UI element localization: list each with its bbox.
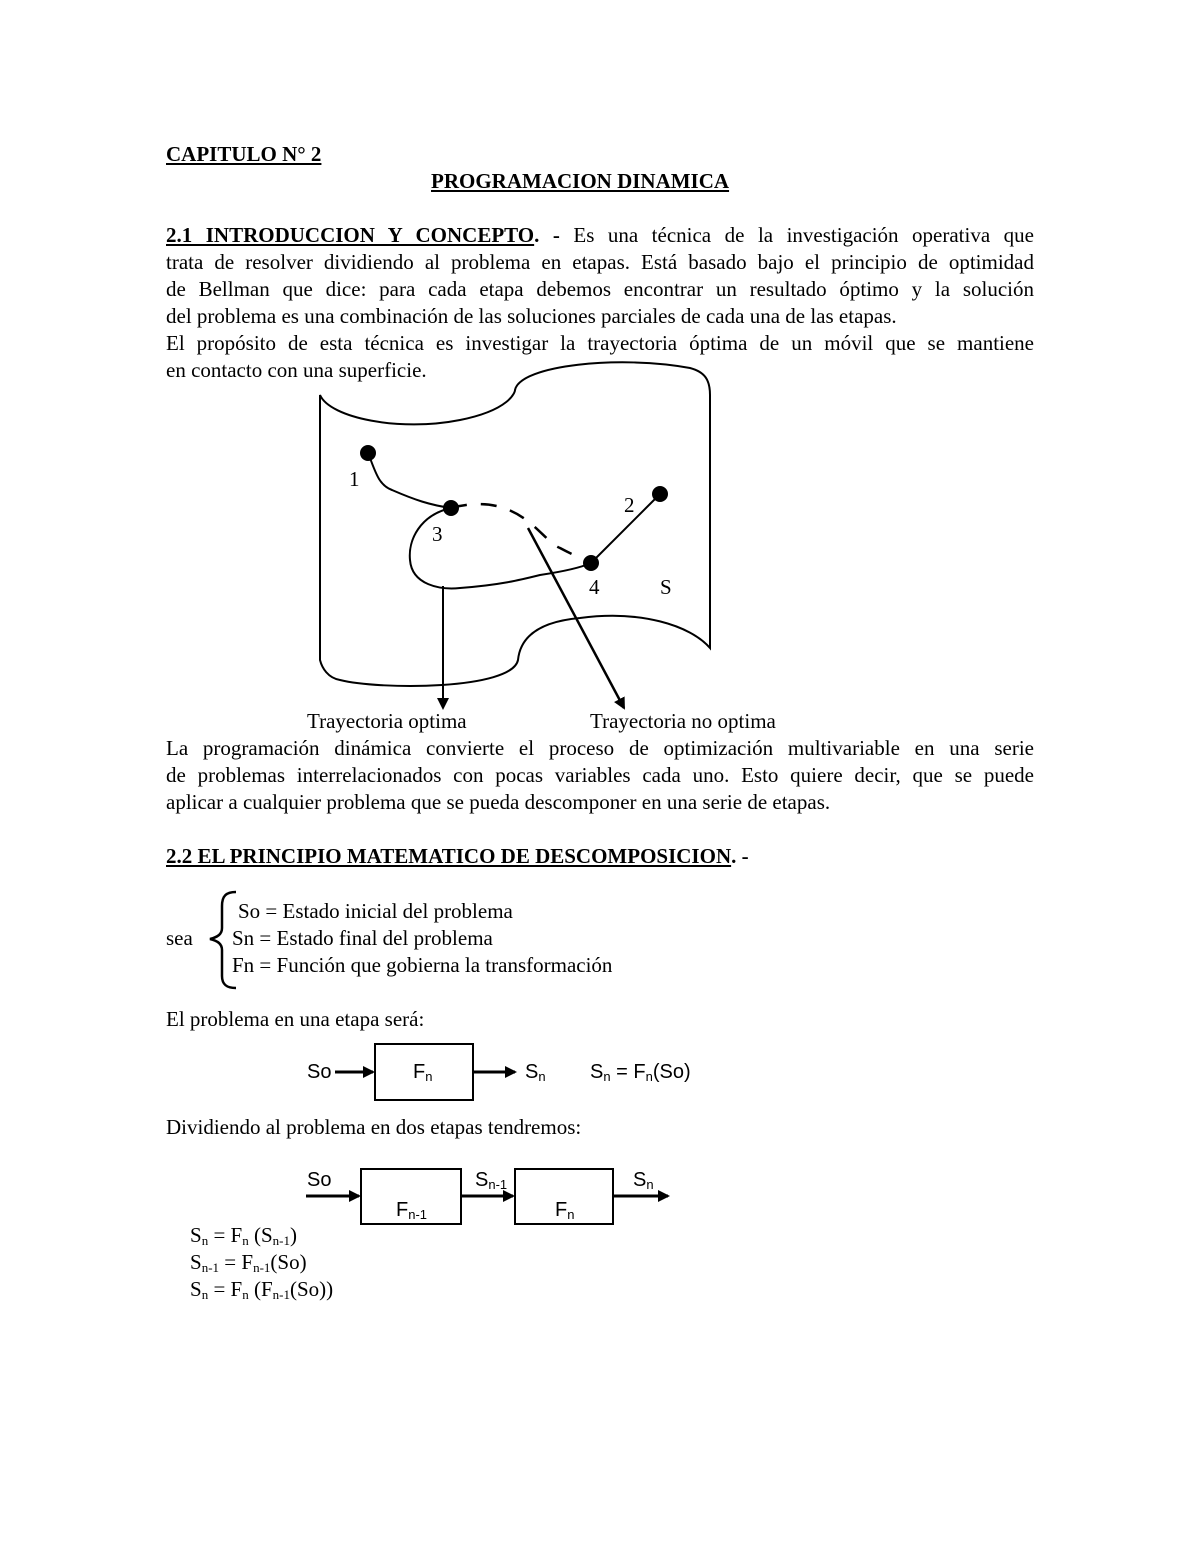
section1-line-5: El propósito de esta técnica es investigar la trayectoria óptima de un móvil que se mantiene <box>166 331 1034 355</box>
one-stage-equation <box>590 1059 691 1090</box>
section1-line-3: de Bellman que dice: para cada etapa debemos encontrar un resultado óptimo y la solución <box>166 277 1034 301</box>
section1-line-2: trata de resolver dividiendo al problema en etapas. Está basado bajo el principio de optimidad <box>166 250 1034 274</box>
one-stage-output-text: S <box>525 1061 539 1083</box>
sea-label: sea <box>166 926 193 950</box>
eq1-b-sub: n <box>242 1233 249 1248</box>
two-stage-output <box>633 1167 654 1198</box>
definition-so: So = Estado inicial del problema <box>238 899 513 923</box>
section2-heading-suffix: . - <box>731 844 749 868</box>
point-4-dot <box>583 555 599 571</box>
middle-sub: n-1 <box>488 1177 508 1192</box>
eq1-b: = F <box>208 1223 243 1247</box>
one-stage-output <box>525 1059 546 1090</box>
section2-heading: 2.2 EL PRINCIPIO MATEMATICO DE DESCOMPOSICION <box>166 844 732 868</box>
page-title: PROGRAMACION DINAMICA <box>431 169 730 193</box>
eq2-b-sub: n-1 <box>253 1260 271 1275</box>
arrow-non-optimal <box>528 528 624 708</box>
non-optimal-path <box>451 504 591 563</box>
one-stage-box-sub: n <box>425 1069 433 1084</box>
eq3-c-sub: n-1 <box>272 1287 290 1302</box>
section1-line-6: en contacto con una superficie. <box>166 358 427 382</box>
eq3-c: (F <box>248 1277 273 1301</box>
section2-heading-line <box>166 843 749 870</box>
section1-heading-suffix: . - <box>534 223 574 247</box>
eq3-b: = F <box>208 1277 243 1301</box>
section1-heading: 2.1 INTRODUCCION Y CONCEPTO <box>166 223 535 247</box>
two-stage-box2-label <box>555 1197 574 1228</box>
middle-text: S <box>475 1169 489 1191</box>
point-1-dot <box>360 445 376 461</box>
eq2-a-sub: n-1 <box>201 1260 220 1275</box>
definition-sn: Sn = Estado final del problema <box>232 926 493 950</box>
equation-3 <box>190 1276 333 1308</box>
eq-lhs: S <box>590 1061 604 1083</box>
section1-line-1-text: Es una técnica de la investigación operativa que <box>573 223 1034 247</box>
box2-sub: n <box>567 1207 575 1222</box>
eq-mid-sub: n <box>645 1069 653 1084</box>
eq1-d: ) <box>290 1223 297 1247</box>
paragraph-line-1: La programación dinámica convierte el proceso de optimización multivariable en una serie <box>166 736 1034 760</box>
eq1-a-sub: n <box>201 1233 209 1248</box>
two-stage-box1-label <box>396 1197 427 1228</box>
eq3-a: S <box>190 1277 202 1301</box>
optimal-path <box>368 453 591 588</box>
box2-text: F <box>555 1199 568 1221</box>
box1-text: F <box>396 1199 409 1221</box>
point-3-dot <box>443 500 459 516</box>
chapter-heading: CAPITULO N° 2 <box>166 142 322 166</box>
eq2-b: = F <box>219 1250 254 1274</box>
eq1-c: (S <box>248 1223 273 1247</box>
eq-lhs-sub: n <box>603 1069 611 1084</box>
point-3-label: 3 <box>432 522 443 546</box>
eq2-a: S <box>190 1250 202 1274</box>
eq3-d: (So)) <box>290 1277 334 1301</box>
label-optimal: Trayectoria optima <box>307 709 467 733</box>
eq1-a: S <box>190 1223 202 1247</box>
eq-rhs: (So) <box>652 1061 691 1083</box>
one-stage-output-sub: n <box>538 1069 546 1084</box>
definition-fn: Fn = Función que gobierna la transformación <box>232 953 613 977</box>
section1-line-4: del problema es una combinación de las soluciones parciales de cada una de las etapas. <box>166 304 897 328</box>
eq3-b-sub: n <box>242 1287 249 1302</box>
point-2-dot <box>652 486 668 502</box>
one-stage-box-label <box>413 1059 432 1090</box>
paragraph-line-3: aplicar a cualquier problema que se pueda descomponer en una serie de etapas. <box>166 790 831 814</box>
label-non-optimal: Trayectoria no optima <box>590 709 776 733</box>
one-stage-input: So <box>307 1061 332 1083</box>
point-1-label: 1 <box>349 467 360 491</box>
output-text: S <box>633 1169 647 1191</box>
point-2-label: 2 <box>624 493 635 517</box>
eq2-c: (So) <box>270 1250 307 1274</box>
one-stage-intro: El problema en una etapa será: <box>166 1007 425 1031</box>
two-stage-input: So <box>307 1169 332 1191</box>
surface-label: S <box>660 575 672 599</box>
eq3-a-sub: n <box>201 1287 209 1302</box>
surface-outline <box>320 362 710 686</box>
output-sub: n <box>646 1177 654 1192</box>
two-stage-middle <box>475 1167 507 1198</box>
paragraph-line-2: de problemas interrelacionados con pocas variables cada uno. Esto quiere decir, que se puede <box>166 763 1034 787</box>
point-4-label: 4 <box>589 575 600 599</box>
eq-mid: = F <box>610 1061 646 1083</box>
eq1-c-sub: n-1 <box>272 1233 290 1248</box>
box1-sub: n-1 <box>408 1207 428 1222</box>
two-stage-intro: Dividiendo al problema en dos etapas tendremos: <box>166 1115 582 1139</box>
one-stage-box-text: F <box>413 1061 426 1083</box>
